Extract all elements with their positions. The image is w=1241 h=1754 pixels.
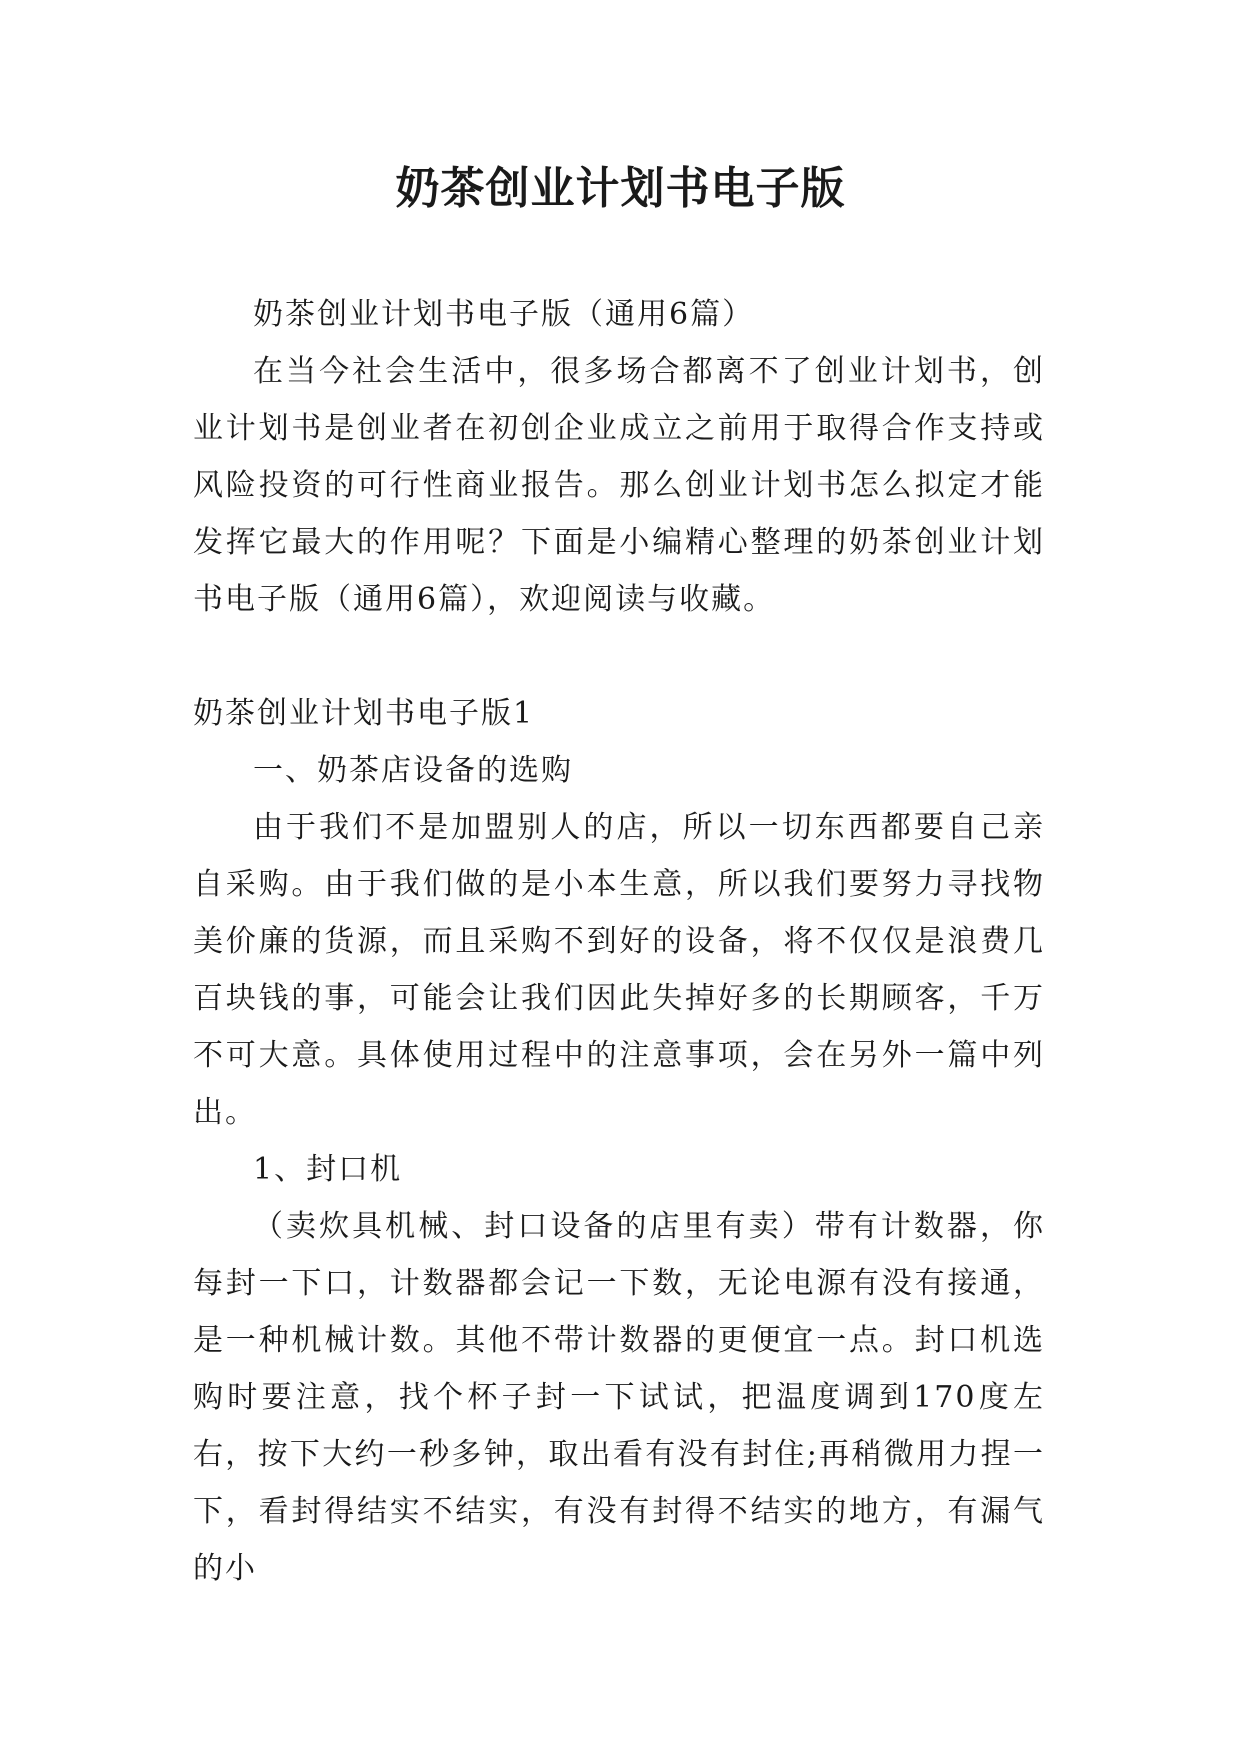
document-title: 奶茶创业计划书电子版 — [395, 163, 846, 214]
item-heading: 1、封口机 — [253, 1152, 403, 1187]
intro-paragraph: 在当今社会生活中，很多场合都离不了创业计划书，创业计划书是创业者在初创企业成立之前用于取得合作支持或风险投资的可行性商业报告。那么创业计划书怎么拟定才能发挥它最大的作用呢？下面是小编精心整理的奶茶创业计划书电子版（通用6篇），欢迎阅读与收藏。 — [193, 354, 1045, 617]
section-subheading: 一、奶茶店设备的选购 — [253, 753, 573, 788]
document-body — [193, 286, 1045, 1597]
section-heading: 奶茶创业计划书电子版1 — [193, 696, 535, 731]
document-subtitle: 奶茶创业计划书电子版（通用6篇） — [253, 297, 755, 332]
section-paragraph: 由于我们不是加盟别人的店，所以一切东西都要自己亲自采购。由于我们做的是小本生意，所以我们要努力寻找物美价廉的货源，而且采购不到好的设备，将不仅仅是浪费几百块钱的事，可能会让我们因此失掉好多的长期顾客，千万不可大意。具体使用过程中的注意事项，会在另外一篇中列出。 — [193, 810, 1045, 1130]
item-paragraph: （卖炊具机械、封口设备的店里有卖）带有计数器，你每封一下口，计数器都会记一下数，无论电源有没有接通，是一种机械计数。其他不带计数器的更便宜一点。封口机选购时要注意，找个杯子封一下试试，把温度调到170度左右，按下大约一秒多钟，取出看有没有封住;再稍微用力捏一下，看封得结实不结实，有没有封得不结实的地方，有漏气的小 — [193, 1209, 1045, 1586]
